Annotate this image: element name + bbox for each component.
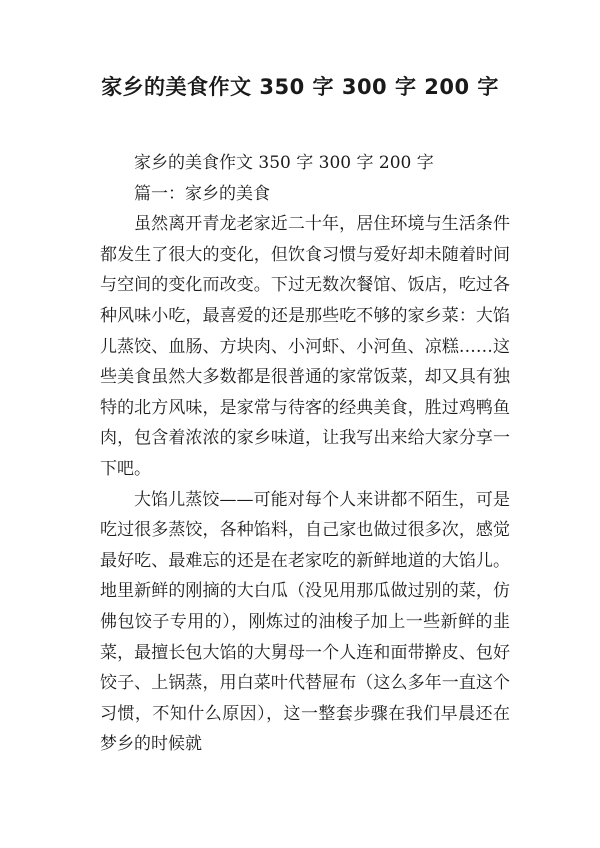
document-subtitle: 家乡的美食作文 350 字 300 字 200 字	[134, 153, 434, 173]
section-heading: 篇一：家乡的美食	[134, 183, 270, 204]
body-paragraph: 大馅儿蒸饺——可能对每个人来讲都不陌生，可是吃过很多蒸饺，各种馅料，自己家也做过很多次，感觉最好吃、最难忘的还是在老家吃的新鲜地道的大馅儿。地里新鲜的刚摘的大白瓜（没见用那瓜做过别的菜，仿佛包饺子专用的），刚炼过的油梭子加上一些新鲜的韭菜，最擅长包大馅的大舅母一个人连和面带擀皮、包好饺子、上锅蒸，用白菜叶代替屉布（这么多年一直这个习惯，不知什么原因），这一整套步骤在我们早晨还在梦乡的时候就	[100, 489, 510, 755]
document-body	[100, 148, 510, 760]
body-paragraph: 虽然离开青龙老家近二十年，居住环境与生活条件都发生了很大的变化，但饮食习惯与爱好却未随着时间与空间的变化而改变。下过无数次餐馆、饭店，吃过各种风味小吃，最喜爱的还是那些吃不够的家乡菜：大馅儿蒸饺、血肠、方块肉、小河虾、小河鱼、凉糕……这些美食虽然大多数都是很普通的家常饭菜，却又具有独特的北方风味，是家常与待客的经典美食，胜过鸡鸭鱼肉，包含着浓浓的家乡味道，让我写出来给大家分享一下吧。	[100, 214, 510, 479]
document-title: 家乡的美食作文 350 字 300 字 200 字	[101, 75, 499, 99]
